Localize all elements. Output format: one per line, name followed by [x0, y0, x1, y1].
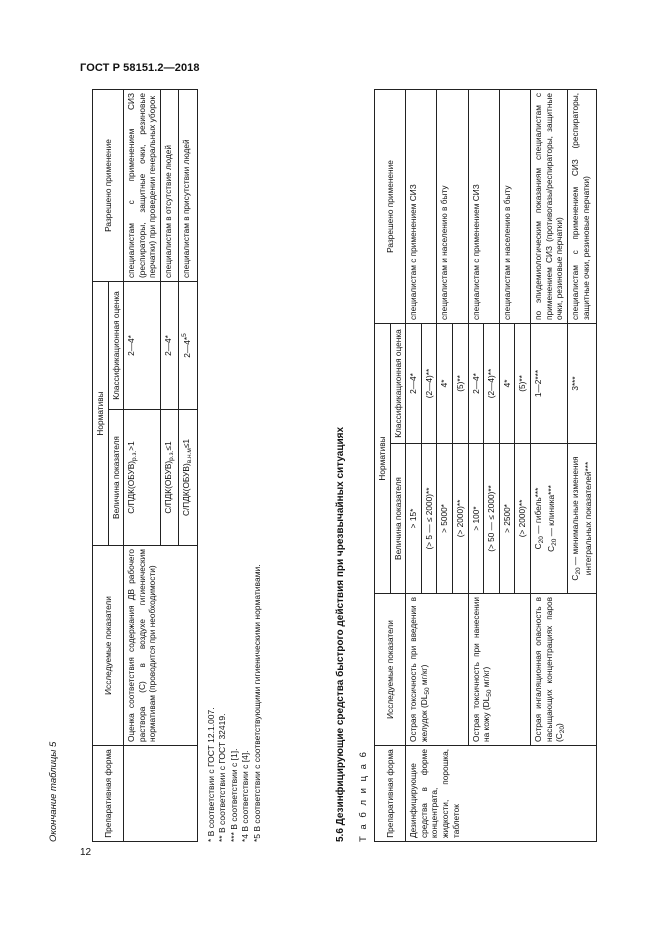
table6-class: (2—4)**	[421, 323, 437, 443]
table5-value: $С/ПДК(ОБУВ)_{р.з.}\le 1$	[161, 410, 179, 546]
table6-value: (> 2000)**	[453, 444, 469, 594]
table5-head-indicator: Исследуемые показатели	[93, 546, 124, 746]
table5	[92, 89, 198, 842]
table5-class: 2—4*	[161, 281, 179, 409]
table6-class: (2—4)**	[484, 323, 500, 443]
table6-value: > 15*	[406, 444, 422, 594]
table6-value: (> 5 — ≤ 2000)**	[421, 444, 437, 594]
footnote: * В соответствии с ГОСТ 12.1.007.	[205, 707, 216, 842]
table6-allowed: специалистам и населению в быту	[437, 89, 468, 323]
table6-allowed: специалистам с применением СИЗ	[406, 89, 437, 323]
table6-caption: Т а б л и ц а 6	[358, 750, 369, 842]
table6-class: (5)**	[453, 323, 469, 443]
table5-class: 2—4*$^5$	[179, 281, 197, 409]
table6-head-form: Препаративная форма	[375, 746, 406, 842]
table5-value: $С/ПДК(ОБУВ)_{р.з.}>1$	[124, 410, 161, 546]
document-header: ГОСТ Р 58151.2—2018	[80, 62, 200, 74]
table6-block	[323, 90, 597, 842]
table6-value: $С_{20}$ — гибель*** $С_{20}$ — клиника***	[531, 444, 568, 594]
table6-head-value: Величина показателя	[390, 444, 406, 594]
table6-class: 3***	[567, 323, 596, 443]
table6-head-allowed: Разрешено применение	[375, 89, 406, 323]
table-row	[468, 89, 484, 841]
table6-head-norms: Нормативы	[375, 323, 391, 593]
table6-allowed: специалистам с применением СИЗ	[468, 89, 499, 323]
table6-class: 4*	[499, 323, 515, 443]
table5-indicator: Оценка соответствия содержания ДВ рабочего раствора (С) в воздухе гигиеническим нормативам (проводится при необходимости)	[124, 546, 197, 746]
table6-value: > 5000*	[437, 444, 453, 594]
table6-indicator-oral: Острая токсичность при введении в желудок ($DL_{50}$ мг/кг)	[406, 594, 468, 746]
table6-indicator-inhalation: Острая ингаляционная опасность в насыщающих концентрациях паров $(С_{20})$	[531, 594, 597, 746]
table6-allowed: по эпидемиологическим показаниям специалистам с применением СИЗ (противогазы/респираторы, защитные очки, резиновые перчатки)	[531, 89, 568, 323]
table5-head-form: Препаративная форма	[93, 746, 124, 842]
table6	[374, 89, 597, 842]
table5-head-value: Величина показателя	[108, 410, 124, 546]
table6-allowed: специалистам с применением СИЗ (респираторы, защитные очки, резиновые перчатки)	[567, 89, 596, 323]
table6-value: > 2500*	[499, 444, 515, 594]
footnote: ** В соответствии с ГОСТ 32419.	[217, 713, 228, 842]
table6-class: 2—4*	[406, 323, 422, 443]
table6-head-class: Классификационная оценка	[390, 323, 406, 443]
table6-value: $С_{20}$ — минимальные изменения интегральных показателей***	[567, 444, 596, 594]
footnote: *4 В соответствии с [4].	[240, 750, 251, 842]
table5-head-allowed: Разрешено применение	[93, 89, 124, 281]
table5-caption: Окончание таблицы 5	[48, 741, 59, 842]
table6-class: 4*	[437, 323, 453, 443]
table6-value: (> 50 — ≤ 2000)**	[484, 444, 500, 594]
table5-value: $С/ПДК(ОБУВ)_{в.н.м}\le 1$	[179, 410, 197, 546]
table5-notes	[206, 90, 263, 842]
footnote: *5 В соответствии с соответствующими гигиеническими нормативами.	[251, 564, 262, 842]
table5-form-cell	[124, 746, 197, 842]
table5-class: 2—4*	[124, 281, 161, 409]
section-title: 5.6 Дезинфицирующие средства быстрого действия при чрезвычайных ситуациях	[335, 426, 346, 842]
footnote: *** В соответствии с [1].	[228, 748, 239, 842]
table-row	[531, 89, 568, 841]
table6-allowed: специалистам и населению в быту	[499, 89, 530, 323]
table6-class: 1—2***	[531, 323, 568, 443]
table5-head-norms: Нормативы	[93, 281, 109, 545]
table6-head-indicator: Исследуемые показатели	[375, 594, 406, 746]
table6-indicator-dermal: Острая токсичность при нанесении на кожу ($DL_{50}$ мг/кг)	[468, 594, 530, 746]
table-row	[406, 89, 422, 841]
table5-head-class: Классификационная оценка	[108, 281, 124, 409]
table5-block	[92, 90, 263, 842]
table5-allowed: специалистам с применением СИЗ (респираторы, защитные очки, резиновые перчатки) при проведении генеральных уборок	[124, 89, 161, 281]
table-row	[124, 89, 161, 841]
table6-value: (> 2000)**	[515, 444, 531, 594]
table6-class: 2—4*	[468, 323, 484, 443]
table6-value: > 100*	[468, 444, 484, 594]
table6-form: Дезинфицирующие средства в форме концентрата, жидкости, порошка, таблеток	[406, 746, 597, 842]
page-number: 12	[80, 847, 92, 858]
table6-class: (5)**	[515, 323, 531, 443]
table5-allowed: специалистам в присутствии людей	[179, 89, 197, 281]
table5-allowed: специалистам в отсутствие людей	[161, 89, 179, 281]
